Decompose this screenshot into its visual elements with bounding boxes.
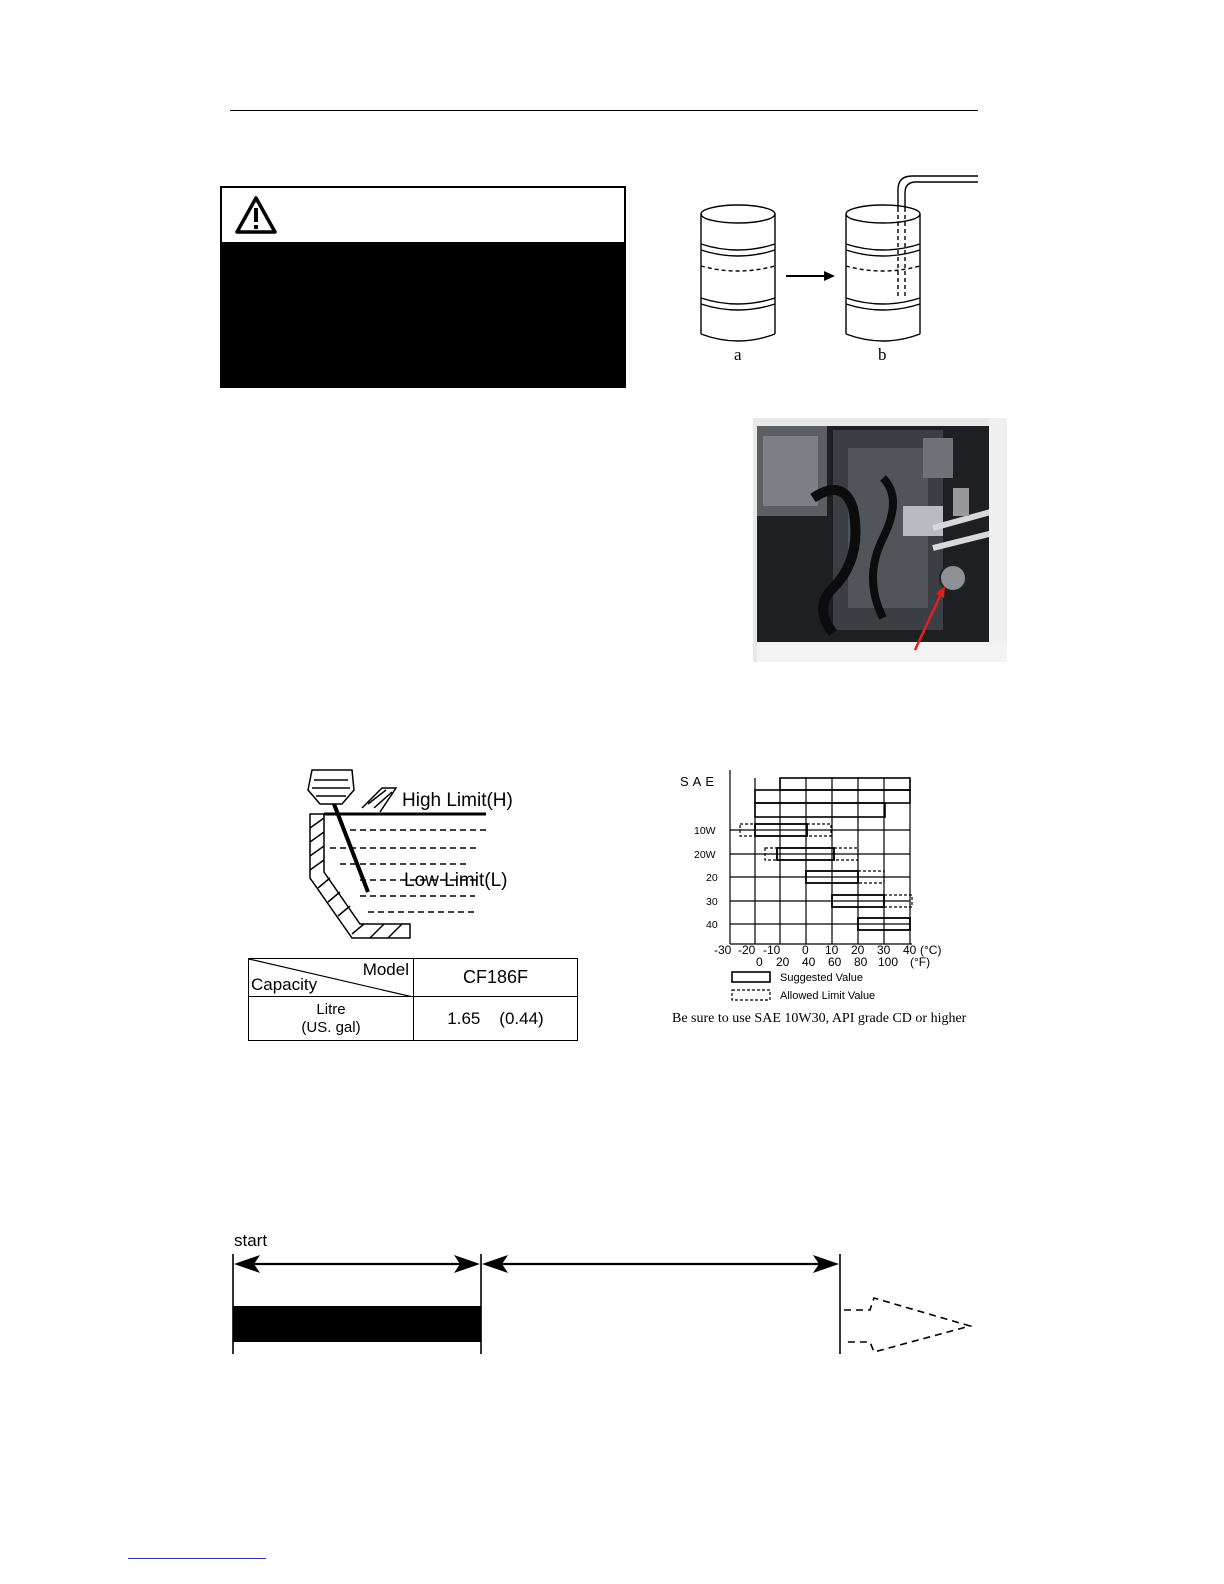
warning-box <box>220 186 626 388</box>
celsius-tick: 0 <box>802 943 809 957</box>
fahrenheit-unit: (°F) <box>910 955 931 969</box>
grade-label-30: 30 <box>706 896 718 908</box>
legend-allowed-label: Allowed Limit Value <box>780 990 876 1002</box>
fahrenheit-tick: 60 <box>828 955 842 969</box>
capacity-header-cell <box>249 959 414 997</box>
legend-suggested-label: Suggested Value <box>780 972 863 984</box>
fahrenheit-tick: 0 <box>756 955 763 969</box>
warning-body <box>222 242 624 388</box>
drum-figure <box>690 168 990 368</box>
header-capacity-label: Capacity <box>251 975 318 994</box>
warning-header <box>222 188 624 242</box>
unit-cell <box>249 997 414 1041</box>
warning-triangle-icon <box>234 195 278 235</box>
header-model-label: Model <box>362 960 409 979</box>
celsius-tick: 30 <box>877 943 891 957</box>
celsius-tick: 10 <box>825 943 839 957</box>
celsius-tick: -30 <box>714 943 732 957</box>
grade-label-40: 40 <box>706 919 718 931</box>
grade-label-20w: 20W <box>694 849 716 861</box>
capacity-value-cell: 1.65 (0.44) <box>414 997 578 1041</box>
header-rule <box>230 110 978 111</box>
timeline-diagram <box>226 1228 978 1358</box>
engine-photo-drawing <box>753 418 1007 662</box>
high-limit-label: High Limit(H) <box>402 790 513 811</box>
capacity-table <box>248 958 578 1041</box>
drum-label-b: b <box>878 345 887 364</box>
fahrenheit-tick: 100 <box>878 955 899 969</box>
drum-label-a: a <box>734 345 742 364</box>
fahrenheit-tick: 40 <box>802 955 816 969</box>
sae-chart <box>664 766 964 1006</box>
timeline-start-label: start <box>234 1231 268 1250</box>
oil-grade-note: Be sure to use SAE 10W30, API grade CD or higher <box>672 1011 967 1026</box>
grade-label-20: 20 <box>706 872 718 884</box>
footer-link-underline <box>128 1558 266 1559</box>
low-limit-label: Low Limit(L) <box>404 870 508 891</box>
unit-line2: (US. gal) <box>301 1018 361 1036</box>
fahrenheit-tick: 20 <box>776 955 790 969</box>
sae-axis-title: SAE <box>680 774 719 789</box>
engine-photo <box>753 418 1007 662</box>
celsius-tick: -10 <box>763 943 781 957</box>
celsius-unit: (°C) <box>920 943 942 957</box>
model-cell: CF186F <box>414 959 578 997</box>
celsius-tick: -20 <box>738 943 756 957</box>
grade-label-10w: 10W <box>694 825 716 837</box>
celsius-tick: 40 <box>903 943 917 957</box>
unit-line1: Litre <box>316 1000 346 1018</box>
fahrenheit-tick: 80 <box>854 955 868 969</box>
dipstick-figure <box>290 768 550 948</box>
timeline-black-bar <box>233 1306 481 1342</box>
celsius-tick: 20 <box>851 943 865 957</box>
